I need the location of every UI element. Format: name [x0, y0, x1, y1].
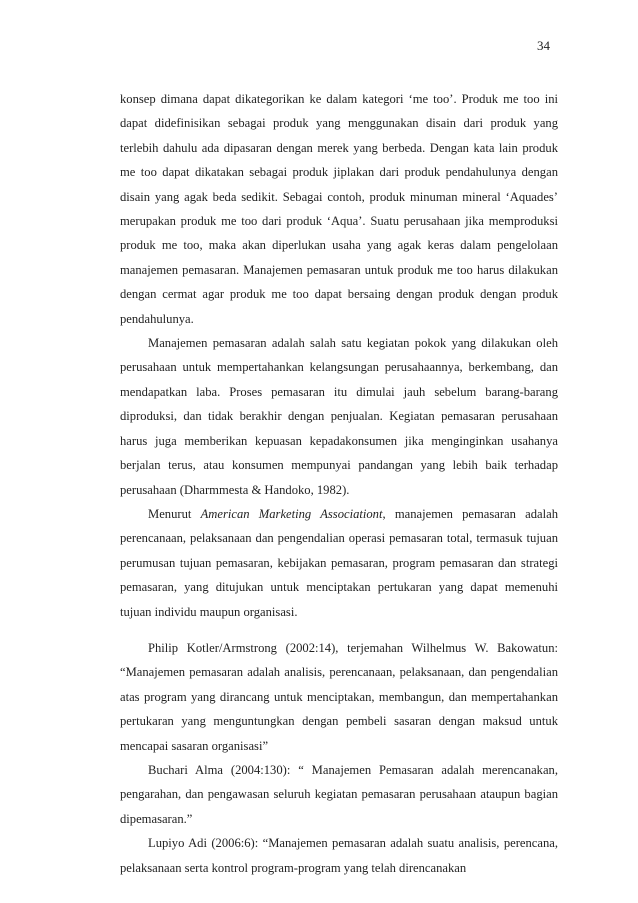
body-text — [120, 87, 558, 880]
paragraph-adi-definition: Lupiyo Adi (2006:6): “Manajemen pemasaran adalah suatu analisis, perencana, pelaksanaan serta kontrol program-program yang telah direncanakan — [120, 836, 558, 875]
page-number: 34 — [537, 38, 550, 53]
ama-organization-name: American Marketing Associationt — [200, 506, 383, 521]
paragraph-marketing-management: Manajemen pemasaran adalah salah satu kegiatan pokok yang dilakukan oleh perusahaan untuk mempertahankan kelangsungan perusahaannya, berkembang, dan mendapatkan laba. Proses pemasaran itu dimulai jauh sebelum barang-barang diproduksi, dan tidak berakhir dengan penjualan. Kegiatan pemasaran perusahaan harus juga memberikan kepuasan kepadakonsumen jika menginginkan usahanya berjalan terus, atau konsumen mempunyai pandangan yang lebih baik terhadap perusahaan (Dharmmesta & Handoko, 1982). — [120, 336, 558, 497]
paragraph-me-too: konsep dimana dapat dikategorikan ke dalam kategori ‘me too’. Produk me too ini dapat didefinisikan sebagai produk yang menggunakan disain dari produk yang terlebih dahulu ada dipasaran dengan merek yang berbeda. Dengan kata lain produk me too dapat dikatakan sebagai produk jiplakan dari produk pendahulunya dengan disain yang agak beda sedikit. Sebagai contoh, produk minuman mineral ‘Aquades’ merupakan produk me too dari produk ‘Aqua’. Suatu perusahaan jika memproduksi produk me too, maka akan diperlukan usaha yang agak keras dalam pengelolaan manajemen pemasaran. Manajemen pemasaran untuk produk me too harus dilakukan dengan cermat agar produk me too dapat bersaing dengan produk dengan produk pendahulunya. — [120, 92, 558, 326]
paragraph-ama-definition — [120, 502, 558, 624]
paragraph-kotler-definition: Philip Kotler/Armstrong (2002:14), terjemahan Wilhelmus W. Bakowatun: “Manajemen pemasaran adalah analisis, perencanaan, pelaksanaan, dan pengendalian atas program yang dirancang untuk menciptakan, membangun, dan mempertahankan pertukaran yang menguntungkan dengan pembeli sasaran dengan maksud untuk mencapai sasaran organisasi” — [120, 640, 558, 753]
ama-definition-text: , manajemen pemasaran adalah perencanaan, pelaksanaan dan pengendalian operasi pemasaran total, termasuk tujuan perumusan tujuan pemasaran, kebijakan pemasaran, program pemasaran dan strategi pemasaran, yang ditujukan untuk menciptakan pertukaran yang dapat memenuhi tujuan individu maupun organisasi. — [120, 506, 559, 619]
paragraph-alma-definition: Buchari Alma (2004:130): “ Manajemen Pemasaran adalah merencanakan, pengarahan, dan pengawasan seluruh kegiatan pemasaran perusahaan ataupun bagian dipemasaran.” — [120, 762, 558, 826]
ama-lead: Menurut — [148, 506, 201, 521]
